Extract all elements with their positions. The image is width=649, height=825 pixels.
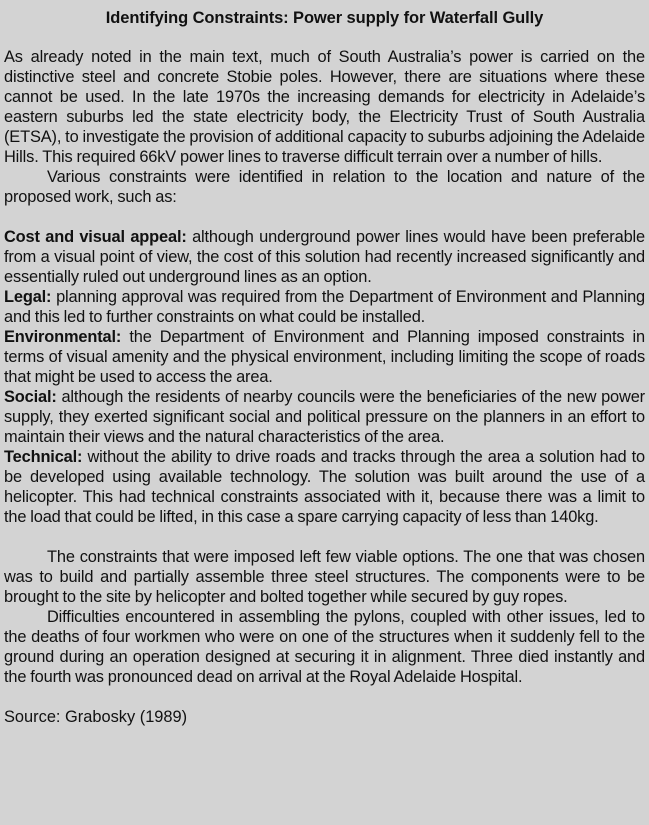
constraint-term: Cost and visual appeal: — [4, 228, 187, 246]
constraint-term: Social: — [4, 388, 57, 406]
closing-paragraph: Difficulties encountered in assembling the pylons, coupled with other issues, led to the deaths of four workmen who were on one of the structures when it suddenly fell to the ground during an operation designed at securing it in alignment. Three died instantly and the fourth was pronounced dead on arrival at the Royal Adelaide Hospital. — [4, 608, 645, 686]
intro-paragraph: As already noted in the main text, much of South Australia’s power is carried on the distinctive steel and concrete Stobie poles. However, there are situations where these cannot be used. In the late 1970s the increasing demands for electricity in Adelaide’s eastern suburbs led the state electricity body, the Electricity Trust of South Australia (ETSA), to investigate the provision of additional capacity to suburbs adjoining the Adelaide Hills. This required 66kV power lines to traverse difficult terrain over a number of hills. — [4, 48, 645, 166]
constraint-text: although the residents of nearby councils were the beneficiaries of the new power supply, they exerted significant social and political pressure on the planners in an effort to maintain their views and the natural characteristics of the area. — [4, 388, 645, 446]
constraint-term: Technical: — [4, 448, 83, 466]
constraint-item-technical — [4, 447, 645, 527]
constraint-text: planning approval was required from the Department of Environment and Planning and this led to further constraints on what could be installed. — [4, 288, 645, 326]
spacer — [4, 527, 645, 547]
closing-paragraph: The constraints that were imposed left few viable options. The one that was chosen was to build and partially assemble three steel structures. The components were to be brought to the site by helicopter and bolted together while secured by guy ropes. — [4, 548, 645, 606]
spacer — [4, 687, 645, 707]
intro-paragraph: Various constraints were identified in relation to the location and nature of the proposed work, such as: — [4, 168, 645, 206]
constraint-item-legal — [4, 287, 645, 327]
constraint-term: Legal: — [4, 288, 52, 306]
constraint-term: Environmental: — [4, 328, 122, 346]
source-citation: Source: Grabosky (1989) — [4, 708, 188, 726]
constraint-item-social — [4, 387, 645, 447]
document-title: Identifying Constraints: Power supply for Waterfall Gully — [105, 9, 544, 27]
constraint-item-environmental — [4, 327, 645, 387]
constraint-item-cost — [4, 227, 645, 287]
constraint-text: without the ability to drive roads and tracks through the area a solution had to be developed using available technology. The solution was built around the use of a helicopter. This had technical constraints associated with it, because there was a limit to the load that could be lifted, in this case a spare carrying capacity of less than 140kg. — [4, 448, 645, 526]
constraint-text: although underground power lines would have been preferable from a visual point of view, the cost of this solution had recently increased significantly and essentially ruled out underground lines as an option. — [4, 228, 645, 286]
constraint-text: the Department of Environment and Planning imposed constraints in terms of visual amenity and the physical environment, including limiting the scope of roads that might be used to access the area. — [4, 328, 645, 386]
spacer — [4, 207, 645, 227]
